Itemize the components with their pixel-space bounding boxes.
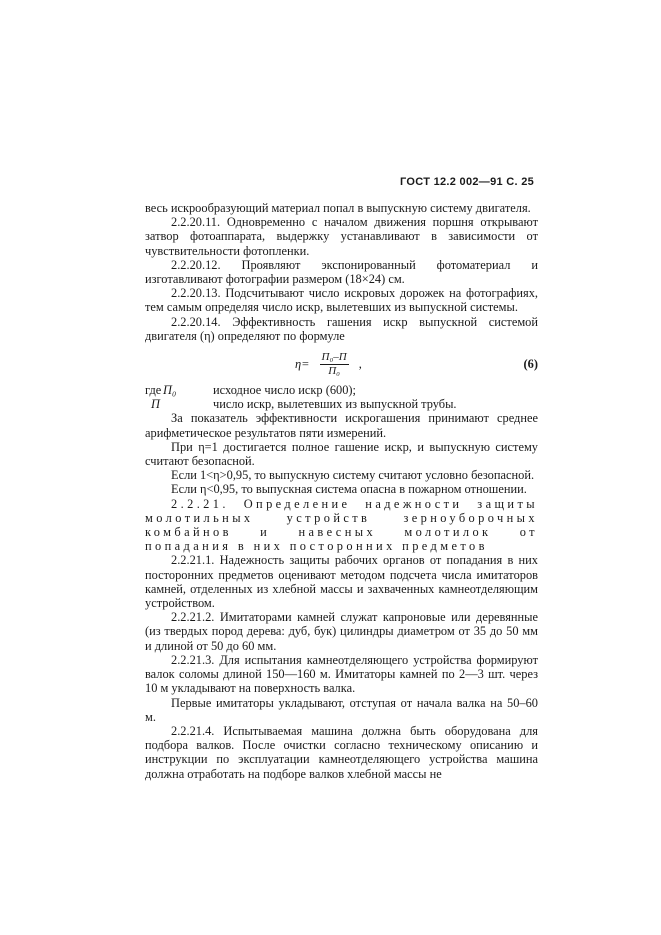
formula-expression (295, 351, 362, 378)
formula-lhs: η= (295, 357, 310, 372)
formula-6 (145, 347, 538, 383)
section-heading-2-2-21: 2.2.21. Определение надежности защиты молотильных устройств зерноуборочных комбайнов и навесных молотилок от попадания в них посторонних предметов (145, 496, 538, 554)
formula-comma: , (358, 357, 362, 372)
paragraph-eta-dangerous: Если η<0,95, то выпускная система опасна в пожарном отношении. (171, 482, 527, 497)
where-def-1: исходное число искр (600); (213, 383, 356, 398)
paragraph-average: За показатель эффективности искрогашения принимают среднее арифметическое результатов пяти измерений. (145, 411, 538, 440)
paragraph-eta-conditional: Если 1<η>0,95, то выпускную систему считают условно безопасной. (171, 468, 535, 483)
where-def-2: число искр, вылетевших из выпускной трубы. (213, 397, 457, 412)
paragraph-2-2-21-2: 2.2.21.2. Имитаторами камней служат капроновые или деревянные (из твердых пород дерева: дуб, бук) цилиндры диаметром от 35 до 50 мм и длиной от 50 до 60 мм. (145, 610, 538, 653)
paragraph-2-2-20-12: 2.2.20.12. Проявляют экспонированный фотоматериал и изготавливают фотографии размером (18×24) см. (145, 257, 538, 287)
paragraph-2-2-20-14: 2.2.20.14. Эффективность гашения искр выпускной системой двигателя (η) определяют по формуле (145, 314, 538, 343)
formula-numerator: П₀–П (321, 351, 347, 364)
document-body (145, 201, 538, 781)
paragraph-2-2-21-1: 2.2.21.1. Надежность защиты рабочих органов от попадания в них посторонних предметов оценивают методом подсчета числа имитаторов камней, отделенных из хлебной массы и захваченных камнеотделяющим устройством. (145, 553, 538, 611)
formula-fraction (320, 351, 349, 378)
paragraph-eta-1: При η=1 достигается полное гашение искр, и выпускную систему считают безопасной. (145, 439, 538, 469)
paragraph-2-2-21-4: 2.2.21.4. Испытываемая машина должна быть оборудована для подбора валков. После очистки согласно техническому описанию и инструкции по эксплуатации камнеотделяющего устройства машина должна отработать на подборе валков хлебной массы не (145, 723, 538, 781)
equation-number: (6) (523, 357, 538, 372)
where-symbol-1: П₀ (163, 383, 177, 398)
where-definition-1 (145, 383, 538, 397)
page-header: ГОСТ 12.2 002—91 С. 25 (400, 176, 535, 188)
paragraph-2-2-21-3: 2.2.21.3. Для испытания камнеотделяющего устройства формируют валок соломы длиной 150—160 м. Имитаторы камней по 2—3 шт. через 10 м укладывают на поверхность валка. (145, 652, 538, 696)
paragraph-first-imitators: Первые имитаторы укладывают, отступая от начала валка на 50–60 м. (145, 695, 538, 724)
where-definition-2 (145, 397, 538, 411)
where-word: где (145, 383, 162, 398)
paragraph-2-2-20-13: 2.2.20.13. Подсчитывают число искровых дорожек на фотографиях, тем самым определяя число искр, вылетевших из выпускной системы. (145, 286, 538, 315)
where-symbol-2: П (151, 397, 160, 412)
paragraph-2-2-20-11: 2.2.20.11. Одновременно с началом движения поршня открывают затвор фотоаппарата, выдержку устанавливают в зависимости от чувствительности фотопленки. (145, 215, 538, 258)
formula-denominator: П₀ (328, 365, 341, 378)
paragraph-1: весь искрообразующий материал попал в выпускную систему двигателя. (145, 201, 531, 215)
